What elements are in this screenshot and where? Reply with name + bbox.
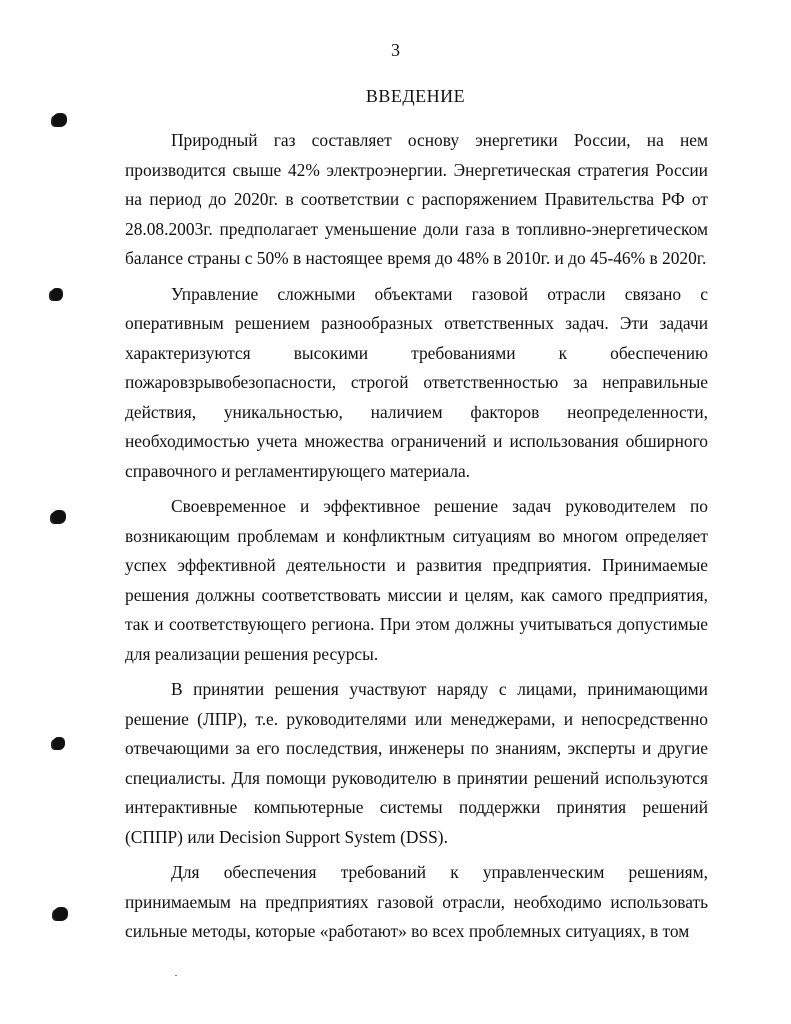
- punch-hole-mark: [52, 510, 66, 524]
- scan-artifact: [175, 975, 177, 976]
- paragraph-2: Управление сложными объектами газовой отрасли связано с оперативным решением разнообразных ответственных задач. Эти задачи характеризуются высокими требованиями к обеспечению пожаровзрывобезопасности, строгой ответственностью за неправильные действия, уникальностью, наличием факторов неопределенности, необходимостью учета множества ограничений и использования обширного справочного и регламентирующего материала.: [125, 283, 708, 481]
- punch-hole-mark: [53, 113, 67, 127]
- page-number: 3: [391, 40, 400, 60]
- body-text: [125, 126, 708, 947]
- section-heading: ВВЕДЕНИЕ: [365, 86, 466, 106]
- paragraph-3: Своевременное и эффективное решение задач руководителем по возникающим проблемам и конфликтным ситуациям во многом определяет успех эффективной деятельности и развития предприятия. Принимаемые решения должны соответствовать миссии и целям, как самого предприятия, так и соответствующего региона. При этом должны учитываться допустимые для реализации решения ресурсы.: [125, 496, 708, 664]
- punch-hole-mark: [53, 737, 65, 750]
- paragraph-1: Природный газ составляет основу энергетики России, на нем производится свыше 42% электроэнергии. Энергетическая стратегия России на период до 2020г. в соответствии с распоряжением Правительства РФ от 28.08.2003г. предполагает уменьшение доли газа в топливно-энергетическом балансе страны с 50% в настоящее время до 48% в 2010г. и до 45-46% в 2020г.: [125, 130, 708, 268]
- punch-hole-mark: [51, 288, 63, 301]
- paragraph-4: В принятии решения участвуют наряду с лицами, принимающими решение (ЛПР), т.е. руководителями или менеджерами, и непосредственно отвечающими за его последствия, инженеры по знаниям, эксперты и другие специалисты. Для помощи руководителю в принятии решений используются интерактивные компьютерные системы поддержки принятия решений (СППР) или Decision Support System (DSS).: [125, 679, 708, 847]
- punch-hole-mark: [54, 907, 68, 921]
- paragraph-5: Для обеспечения требований к управленческим решениям, принимаемым на предприятиях газовой отрасли, необходимо использовать сильные методы, которые «работают» во всех проблемных ситуациях, в том: [125, 862, 708, 941]
